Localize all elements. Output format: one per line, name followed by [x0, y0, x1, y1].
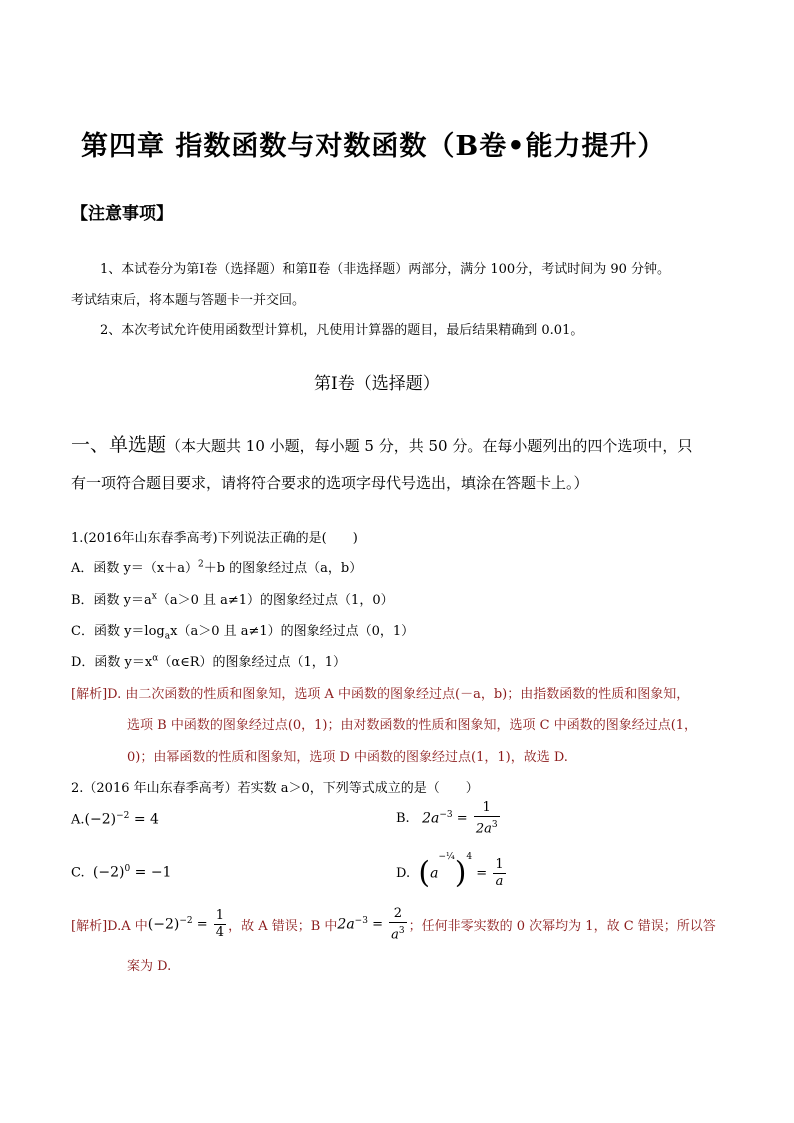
q1-stem: 1.(2016年山东春季高考)下列说法正确的是( ) [71, 531, 358, 546]
q2-analysis-line-1: [解析]D.A 中$(-2)^{-2}$ = $\frac{1}{4}$ ，故 A 错误；B 中$2a^{-3}$ = $\frac{2}{a^3}$ ；任何非零实数的 0 次幂均为 1，故 C 错误；所以答 [71, 906, 716, 943]
section-title: 第Ⅰ卷（选择题） [314, 374, 440, 394]
part1-heading: 一、单选题 [71, 434, 167, 456]
q2-option-c: C. $(-2)^0 = -1$ [71, 864, 172, 881]
q2-analysis-fraction-2: $\frac{2}{a^3}$ [391, 906, 405, 943]
q1-option-b: B．函数 $y=a^x(a>0$ 且 a≠1）的图象经过点（1，0） [71, 591, 394, 608]
part1-heading-line-1 [71, 430, 692, 457]
q2-d-fraction: $\frac{1}{a}$ [495, 857, 504, 889]
q2-option-d: D. $(a^{-\frac{1}{4}})^4$ = $\frac{1}{a}$ [396, 852, 504, 891]
notice-heading: 【注意事项】 [71, 204, 173, 224]
q1-analysis-line-2: 选项 B 中函数的图象经过点(0，1)；由对数函数的性质和图象知，选项 C 中函数的图象经过点(1， [127, 718, 698, 733]
q1-analysis-line-3: 0)；由幂函数的性质和图象知，选项 D 中函数的图象经过点(1，1)，故选 D. [127, 750, 568, 765]
q1-option-c: C．函数 $y=\log_ax(a>0$ 且 a≠1）的图象经过点（0，1） [71, 624, 415, 642]
q2-stem: 2.（2016 年山东春季高考）若实数 a＞0，下列等式成立的是（ ） [71, 781, 479, 796]
q2-b-fraction: $\frac{1}{2a^3}$ [475, 800, 498, 837]
q2-analysis-line-2: 案为 D. [127, 959, 172, 974]
part1-desc-2: 有一项符合题目要求，请将符合要求的选项字母代号选出，填涂在答题卡上。） [71, 474, 589, 492]
q1-option-a: A．函数 $y=(x+a)^2+b$ 的图象经过点（a，b） [71, 559, 363, 576]
q2-option-a: $A.(-2)^{-2} = 4$ [71, 811, 159, 828]
notice-item-2: 2、本次考试允许使用函数型计算机，凡使用计算器的题目，最后结果精确到 0.01。 [100, 323, 584, 338]
page-title: 第四章 指数函数与对数函数（B卷•能力提升） [81, 131, 666, 162]
q1-analysis-line-1: [解析]D. 由二次函数的性质和图象知，选项 A 中函数的图象经过点(－a，b)；由指数函数的性质和图象知， [71, 687, 690, 702]
q1-option-d: D．函数 $y=x^\alpha(\alpha\in R)$的图象经过点（1，1） [71, 653, 347, 670]
notice-item-1-line-1: 1、本试卷分为第Ⅰ卷（选择题）和第Ⅱ卷（非选择题）两部分，满分 100分，考试时间为 90 分钟。 [100, 262, 670, 277]
q2-analysis-fraction-1: $\frac{1}{4}$ [215, 908, 225, 941]
notice-item-1-line-2: 考试结束后，将本题与答题卡一并交回。 [71, 293, 306, 308]
q2-option-b: B. $2a^{-3}$ = $\frac{1}{2a^3}$ [396, 800, 498, 837]
part1-desc-1: （本大题共 10 小题，每小题 5 分，共 50 分。在每小题列出的四个选项中，只 [166, 437, 693, 455]
